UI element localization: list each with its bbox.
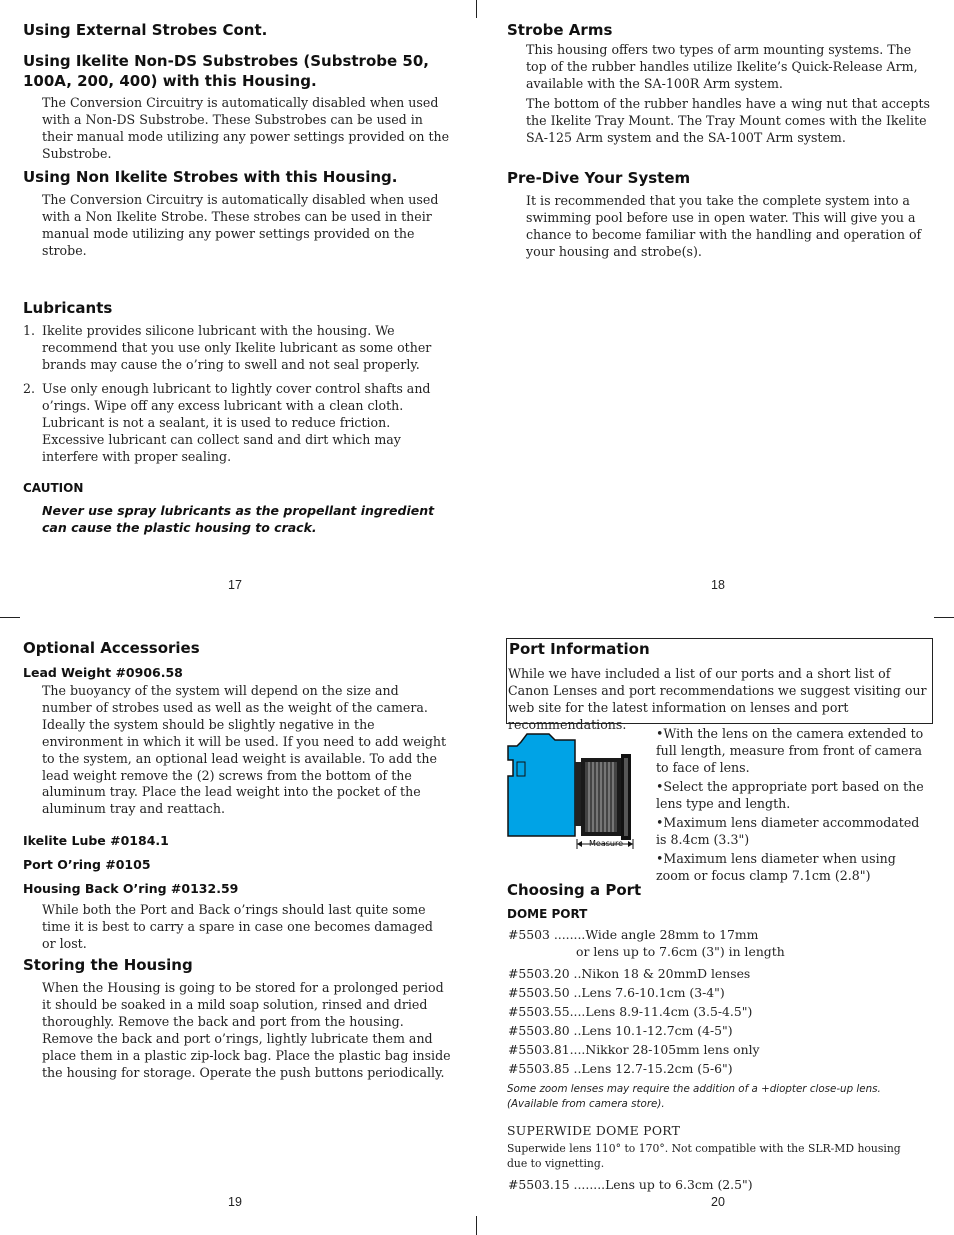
- heading-choosing-port: Choosing a Port: [507, 881, 642, 899]
- paragraph-storing: When the Housing is going to be stored for a prolonged period it should be soaked in a mild soap solution, rinsed and dried thoroughly. Remove the back and port from the housing. Remove the back and port o’rings, lightly lubricate them and place them in a plastic zip-lock bag. Place the plastic bag inside the housing for storage. Operate the push buttons periodically.: [42, 980, 451, 1080]
- caution-text: Never use spray lubricants as the propellant ingredient can cause the plastic housing to crack.: [42, 503, 435, 535]
- list-item: •Select the appropriate port based on the lens type and length.: [656, 779, 924, 811]
- paragraph-arms-top: This housing offers two types of arm mounting systems. The top of the rubber handles utilize Ikelite’s Quick-Release Arm, available with the SA-100R Arm system.: [526, 42, 918, 91]
- port-row: #5503 ........Wide angle 28mm to 17mm: [508, 927, 759, 942]
- paragraph-lead-weight: The buoyancy of the system will depend on the size and number of strobes used as well as the weight of the camera. Ideally the system should be slightly negative in the environment in which it will be used. If you need to add weight to the system, an optional lead weight is available. To add the lead weight remove the (2) screws from the bottom of the aluminum tray. Place the lead weight into the pocket of the aluminum tray and reattach.: [42, 683, 447, 817]
- list-item: •Maximum lens diameter accommodated is 8.4cm (3.3"): [656, 815, 920, 847]
- port-information-box: [506, 638, 933, 732]
- heading-pre-dive: Pre-Dive Your System: [507, 169, 691, 187]
- list-text: Ikelite provides silicone lubricant with the housing. We recommend that you use only Ikelite lubricant as some other brands may cause the o’ring to swell and not seal properly.: [42, 323, 432, 372]
- superwide-description: Superwide lens 110° to 170°. Not compatible with the SLR-MD housing due to vignetting.: [507, 1142, 901, 1170]
- list-item: [23, 323, 448, 375]
- label-back-oring: Housing Back O’ring #0132.59: [23, 881, 239, 896]
- heading-external-strobes-cont: Using External Strobes Cont.: [23, 21, 268, 39]
- page-number: 17: [228, 578, 242, 592]
- list-item: •With the lens on the camera extended to full length, measure from front of camera to face of lens.: [656, 726, 924, 775]
- list-number: 1.: [23, 323, 36, 338]
- crop-mark: [934, 617, 954, 618]
- heading-non-ds-substrobes: Using Ikelite Non-DS Substrobes (Substrobe 50, 100A, 200, 400) with this Housing.: [23, 52, 429, 90]
- list-text: Use only enough lubricant to lightly cover control shafts and o’rings. Wipe off any excess lubricant with a clean cloth. Lubricant is not a sealant, it is used to reduce friction. Excessive lubricant can collect sand and dirt which may interfere with proper sealing.: [42, 381, 431, 464]
- port-row: #5503.80 ..Lens 10.1-12.7cm (4-5"): [508, 1023, 733, 1038]
- paragraph-port-information: While we have included a list of our ports and a short list of Canon Lenses and port recommendations we suggest visiting our web site for the latest information on lenses and port recommendations.: [508, 666, 927, 732]
- zoom-lens-note: Some zoom lenses may require the addition of a +diopter close-up lens. (Available from camera store).: [507, 1083, 881, 1110]
- port-row: #5503.55....Lens 8.9-11.4cm (3.5-4.5"): [508, 1004, 753, 1019]
- crop-mark: [476, 1216, 477, 1235]
- heading-optional-accessories: Optional Accessories: [23, 639, 200, 657]
- heading-strobe-arms: Strobe Arms: [507, 21, 613, 39]
- camera-housing-icon: [505, 732, 651, 858]
- paragraph-non-ds: The Conversion Circuitry is automatically disabled when used with a Non-DS Substrobe. These Substrobes can be used in their manual mode utilizing any power settings provided on the Substrobe.: [42, 95, 450, 161]
- paragraph-non-ikelite: The Conversion Circuitry is automatically disabled when used with a Non Ikelite Strobe. These strobes can be used in their manual mode utilizing any power settings provided on the strobe.: [42, 192, 439, 258]
- list-number: 2.: [23, 381, 36, 396]
- crop-mark: [476, 0, 477, 18]
- measure-label: Measure: [589, 839, 623, 848]
- port-row: #5503.15 ........Lens up to 6.3cm (2.5"): [508, 1177, 753, 1192]
- caution-label: CAUTION: [23, 481, 84, 495]
- crop-mark: [0, 617, 20, 618]
- port-row: #5503.85 ..Lens 12.7-15.2cm (5-6"): [508, 1061, 733, 1076]
- label-dome-port: DOME PORT: [507, 907, 588, 921]
- label-superwide-dome-port: SUPERWIDE DOME PORT: [507, 1123, 681, 1138]
- label-port-oring: Port O’ring #0105: [23, 857, 151, 872]
- list-item: •Maximum lens diameter when using zoom or focus clamp 7.1cm (2.8"): [656, 851, 896, 883]
- heading-non-ikelite-strobes: Using Non Ikelite Strobes with this Housing.: [23, 168, 398, 186]
- port-row: #5503.20 ..Nikon 18 & 20mmD lenses: [508, 966, 751, 981]
- page-number: 18: [711, 578, 725, 592]
- camera-lens-illustration: [505, 732, 651, 858]
- port-row: #5503.81....Nikkor 28-105mm lens only: [508, 1042, 760, 1057]
- page-number: 19: [228, 1195, 242, 1209]
- label-ikelite-lube: Ikelite Lube #0184.1: [23, 833, 169, 848]
- label-lead-weight: Lead Weight #0906.58: [23, 665, 183, 680]
- list-item: [23, 381, 448, 467]
- paragraph-spare-orings: While both the Port and Back o’rings should last quite some time it is best to carry a spare in case one becomes damaged or lost.: [42, 902, 433, 951]
- paragraph-arms-bottom: The bottom of the rubber handles have a wing nut that accepts the Ikelite Tray Mount. The Tray Mount comes with the Ikelite SA-125 Arm system and the SA-100T Arm system.: [526, 96, 930, 145]
- heading-lubricants: Lubricants: [23, 299, 113, 317]
- port-row-continued: or lens up to 7.6cm (3") in length: [576, 944, 785, 959]
- port-row: #5503.50 ..Lens 7.6-10.1cm (3-4"): [508, 985, 725, 1000]
- page-number: 20: [711, 1195, 725, 1209]
- heading-port-information: Port Information: [509, 640, 650, 658]
- heading-storing: Storing the Housing: [23, 956, 193, 974]
- paragraph-pre-dive: It is recommended that you take the complete system into a swimming pool before use in open water. This will give you a chance to become familiar with the handling and operation of your housing and strobe(s).: [526, 193, 922, 259]
